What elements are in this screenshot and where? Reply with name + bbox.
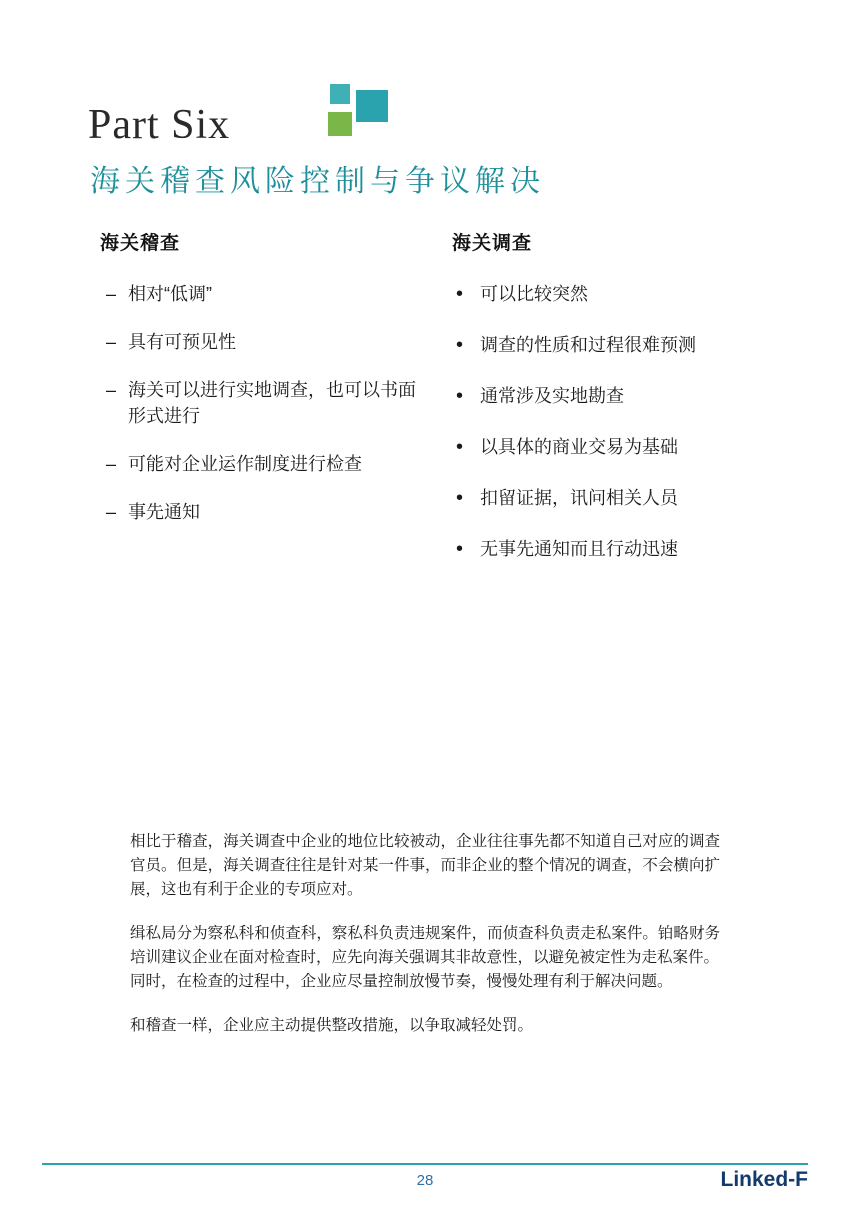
list-item: • 无事先通知而且行动迅速 xyxy=(452,536,782,562)
teal-small-square-icon xyxy=(330,84,350,104)
list-item: – 事先通知 xyxy=(100,499,430,525)
column-heading-left: 海关稽查 xyxy=(100,233,181,254)
list-item: • 调查的性质和过程很难预测 xyxy=(452,332,782,358)
green-square-icon xyxy=(328,112,352,136)
paragraph: 缉私局分为察私科和侦查科，察私科负责违规案件，而侦查科负责走私案件。铂略财务培训建议企业在面对检查时，应先向海关强调其非故意性，以避免被定性为走私案件。 xyxy=(130,925,720,967)
body-text-block xyxy=(130,830,720,1058)
footer-divider xyxy=(42,1163,808,1165)
page-header xyxy=(88,78,788,208)
brand-logo: Linked-F xyxy=(720,1168,808,1191)
page-number: 28 xyxy=(416,1172,434,1189)
bullet-list-right xyxy=(452,281,782,563)
list-item: • 扣留证据，讯问相关人员 xyxy=(452,485,782,511)
decorative-squares xyxy=(316,78,406,146)
list-item: • 以具体的商业交易为基础 xyxy=(452,434,782,460)
bullet-list-left xyxy=(100,281,430,526)
list-item: • 可以比较突然 xyxy=(452,281,782,307)
paragraph: 同时，在检查的过程中，企业应尽量控制放慢节奏，慢慢处理有利于解决问题。 xyxy=(130,973,673,991)
teal-large-square-icon xyxy=(356,90,388,122)
list-item: – 海关可以进行实地调查，也可以书面形式进行 xyxy=(100,377,430,429)
list-item: – 可能对企业运作制度进行检查 xyxy=(100,451,430,477)
column-customs-investigation xyxy=(452,228,782,588)
paragraph: 和稽查一样，企业应主动提供整改措施，以争取减轻处罚。 xyxy=(130,1017,534,1035)
list-item: • 通常涉及实地勘查 xyxy=(452,383,782,409)
paragraph: 相比于稽查，海关调查中企业的地位比较被动，企业往往事先都不知道自己对应的调查官员。但是，海关调查往往是针对某一件事，而非企业的整个情况的调查，不会横向扩展，这也有利于企业的专项应对。 xyxy=(130,833,720,899)
column-heading-right: 海关调查 xyxy=(452,233,533,254)
page-subtitle: 海关稽查风险控制与争议解决 xyxy=(90,165,545,198)
list-item: – 相对“低调” xyxy=(100,281,430,307)
list-item: – 具有可预见性 xyxy=(100,329,430,355)
column-customs-audit xyxy=(100,228,430,548)
part-title: Part Six xyxy=(88,102,231,148)
